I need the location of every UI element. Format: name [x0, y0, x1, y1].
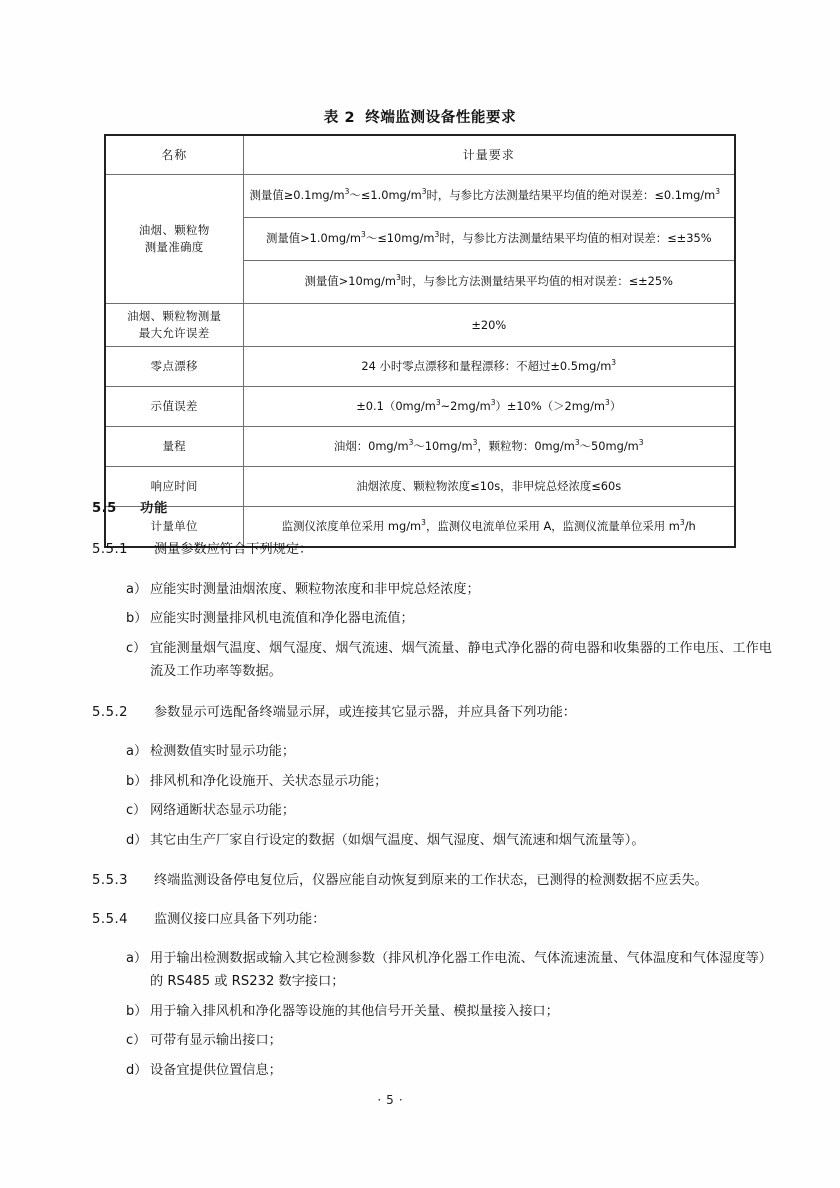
max-error-name-line2: 最大允许误差: [138, 326, 210, 341]
list-item-marker: c）: [126, 640, 147, 656]
table-row: [105, 387, 735, 427]
page-footer: [0, 1093, 840, 1107]
table-cell-name-accuracy: [105, 175, 243, 304]
clause-text: 监测仪接口应具备下列功能：: [154, 911, 326, 927]
document-body: [0, 498, 840, 1088]
accuracy-name-line1: 油烟、颗粒物: [138, 222, 210, 237]
section-heading-title: 功能: [140, 501, 169, 516]
clause-number: 5.5.2: [92, 704, 129, 720]
list-item: [0, 947, 840, 994]
clause-number: 5.5.3: [92, 873, 129, 889]
list-item: [0, 740, 840, 764]
table-cell-name-units: 计量单位: [105, 507, 243, 548]
table-caption-number: 表 2: [323, 110, 356, 126]
table-row: [105, 347, 735, 387]
list-item-text: 宜能测量烟气温度、烟气湿度、烟气流速、烟气流量、静电式净化器的荷电器和收集器的工作电压、工作电流及工作功率等数据。: [150, 640, 772, 680]
max-error-name-line1: 油烟、颗粒物测量: [127, 309, 222, 323]
clause-number: 5.5.4: [92, 911, 129, 927]
list-item-text: 设备宜提供位置信息；: [150, 1062, 282, 1078]
table-cell-name-response-time: 响应时间: [105, 467, 243, 507]
table-cell-name-zero-drift: 零点漂移: [105, 347, 243, 387]
list-item: [0, 799, 840, 823]
list-item-text: 网络通断状态显示功能；: [150, 803, 296, 819]
list-item-text: 用于输入排风机和净化器等设施的其他信号开关量、模拟量接入接口；: [150, 1003, 559, 1019]
clause-text: 参数显示可选配备终端显示屏，或连接其它显示器，并应具备下列功能：: [154, 704, 576, 720]
clause-5-5-4: [0, 909, 840, 930]
list-item: [0, 578, 840, 602]
list-item-marker: b）: [126, 611, 148, 627]
table-header-requirement: 计量要求: [243, 135, 735, 175]
list-item-marker: c）: [126, 803, 147, 819]
table-cell-name-range: 量程: [105, 427, 243, 467]
list-item: [0, 1000, 840, 1024]
list-item-marker: a）: [126, 581, 147, 597]
table-cell-name-indication-error: 示值误差: [105, 387, 243, 427]
table-caption: [0, 106, 840, 127]
list-item-text: 检测数值实时显示功能；: [150, 744, 296, 760]
table-row: [105, 175, 735, 218]
table-cell-response-time-req: 油烟浓度、颗粒物浓度≤10s，非甲烷总烃浓度≤60s: [243, 467, 735, 507]
list-item-marker: a）: [126, 950, 147, 966]
table-cell-accuracy-req-3: 测量值$>10mg/m^3$时，与参比方法测量结果平均值的相对误差：≤±25%: [243, 261, 735, 304]
list-item-text: 用于输出检测数据或输入其它检测参数（排风机净化器工作电流、气体流速流量、气体温度和气体湿度等）的 RS485 或 RS232 数字接口；: [150, 950, 772, 990]
list-item: [0, 637, 840, 684]
clause-5-5-3: [0, 870, 840, 891]
table-cell-indication-error-req: $\pm 0.1(0mg/m^3\sim 2mg/m^3)\pm 10\%(>2mg/m^3)$: [243, 387, 735, 427]
footer-dot-left: ·: [377, 1093, 382, 1107]
table-caption-title: 终端监测设备性能要求: [365, 110, 517, 126]
list-item-marker: d）: [126, 1062, 148, 1078]
list-item: [0, 1059, 840, 1083]
clause-5-5-2: [0, 702, 840, 723]
page-number: 5: [386, 1093, 394, 1107]
table-cell-zero-drift-req: 24 小时零点漂移和量程漂移：不超过$\pm 0.5mg/m^3$: [243, 347, 735, 387]
list-item-text: 其它由生产厂家自行设定的数据（如烟气温度、烟气湿度、烟气流速和烟气流量等）。: [150, 832, 645, 848]
list-item-marker: b）: [126, 1003, 148, 1019]
list-item: [0, 607, 840, 631]
list-item-marker: d）: [126, 832, 148, 848]
list-item-text: 排风机和净化设施开、关状态显示功能；: [150, 773, 388, 789]
table-row: [105, 427, 735, 467]
clause-number: 5.5.1: [92, 542, 129, 558]
list-item: [0, 1029, 840, 1053]
footer-dot-right: ·: [398, 1093, 403, 1107]
accuracy-name-line2: 测量准确度: [144, 240, 204, 254]
list-item: [0, 829, 840, 853]
table-cell-max-error-req: ±20%: [243, 304, 735, 347]
list-item: [0, 770, 840, 794]
table-header-name: 名称: [105, 135, 243, 175]
list-item-text: 应能实时测量油烟浓度、颗粒物浓度和非甲烷总烃浓度；: [150, 581, 480, 597]
table-cell-accuracy-req-1: 测量值$\ge 0.1mg/m^3\sim\le 1.0mg/m^3$时，与参比方法测量结果平均值的绝对误差：$\le 0.1mg/m^3$: [243, 175, 735, 218]
list-item-marker: a）: [126, 744, 147, 760]
table-cell-name-max-error: [105, 304, 243, 347]
section-heading-5-5: [0, 498, 840, 519]
table-header-row: [105, 135, 735, 175]
table-row: [105, 304, 735, 347]
list-item-text: 可带有显示输出接口；: [150, 1033, 282, 1049]
spec-table: [104, 134, 736, 548]
table-cell-units-req: 监测仪浓度单位采用 $mg/m^3$，监测仪电流单位采用 A，监测仪流量单位采用 $m^3/h$: [243, 507, 735, 548]
list-item-marker: c）: [126, 1033, 147, 1049]
clause-text: 测量参数应符合下列规定：: [154, 542, 313, 558]
section-heading-number: 5.5: [92, 501, 117, 516]
list-item-text: 应能实时测量排风机电流值和净化器电流值；: [150, 611, 414, 627]
clause-5-5-1: [0, 539, 840, 560]
clause-text: 终端监测设备停电复位后，仪器应能自动恢复到原来的工作状态，已测得的检测数据不应丢失。: [154, 873, 708, 889]
table-cell-accuracy-req-2: 测量值$>1.0mg/m^3\sim\le 10mg/m^3$时，与参比方法测量结果平均值的相对误差：≤±35%: [243, 218, 735, 261]
table-cell-range-req: 油烟：$0mg/m^3\sim 10mg/m^3$，颗粒物：$0mg/m^3\sim 50mg/m^3$: [243, 427, 735, 467]
list-item-marker: b）: [126, 773, 148, 789]
